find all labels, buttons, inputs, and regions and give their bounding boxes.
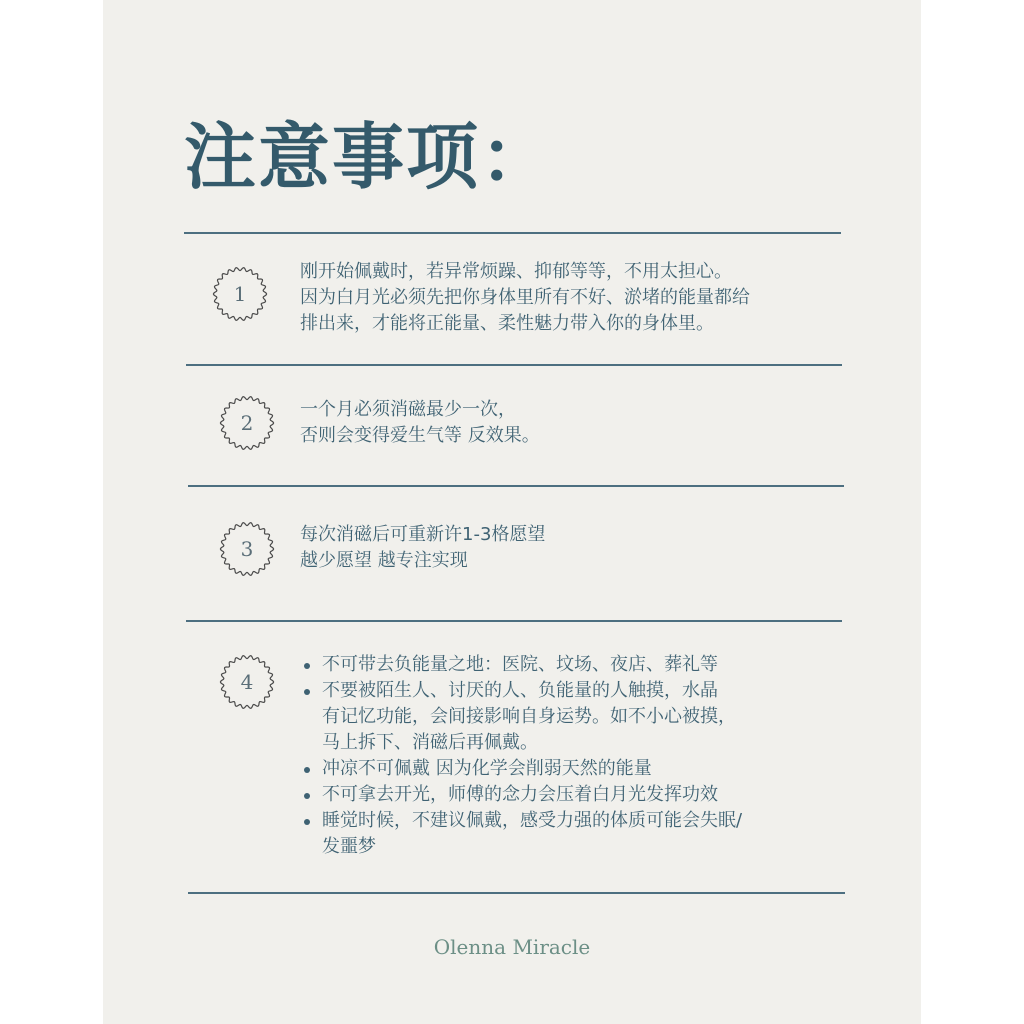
list-item: [300, 652, 742, 678]
number-label: 4: [240, 670, 254, 694]
text-line: 一个月必须消磁最少一次，: [300, 399, 516, 420]
list-item: [300, 808, 742, 860]
divider: [186, 620, 842, 622]
text-line: 刚开始佩戴时，若异常烦躁、抑郁等等，不用太担心。: [300, 261, 732, 282]
bullet-dot-icon: [304, 689, 310, 695]
text-line: 有记忆功能，会间接影响自身运势。如不小心被摸，: [322, 706, 736, 727]
text-line: 排出来，才能将正能量、柔性魅力带入你的身体里。: [300, 313, 714, 334]
item-1-text: [300, 259, 750, 337]
list-item: [300, 782, 742, 808]
item-4-bullet-list: [300, 652, 742, 860]
text-line: 不可拿去开光，师傅的念力会压着白月光发挥功效: [322, 784, 718, 805]
brand-name: Olenna Miracle: [433, 935, 591, 959]
item-2-text: [300, 397, 540, 449]
text-line: 越少愿望 越专注实现: [300, 550, 468, 571]
bullet-dot-icon: [304, 819, 310, 825]
text-line: 每次消磁后可重新许1-3格愿望: [300, 524, 546, 545]
divider: [184, 232, 841, 234]
item-3-text: [300, 522, 545, 574]
divider: [186, 364, 842, 366]
number-label: 2: [240, 411, 254, 435]
text-line: 马上拆下、消磁后再佩戴。: [322, 732, 538, 753]
number-badge-4: [218, 653, 276, 711]
text-line: 睡觉时候，不建议佩戴，感受力强的体质可能会失眠/: [322, 810, 743, 831]
divider: [188, 485, 844, 487]
number-badge-2: [218, 394, 276, 452]
text-line: 因为白月光必须先把你身体里所有不好、淤堵的能量都给: [300, 287, 750, 308]
list-item: [300, 678, 742, 756]
text-line: 发噩梦: [322, 836, 376, 857]
number-badge-1: [211, 265, 269, 323]
number-label: 3: [240, 537, 254, 561]
bullet-dot-icon: [304, 663, 310, 669]
number-badge-3: [218, 520, 276, 578]
bullet-dot-icon: [304, 767, 310, 773]
text-line: 冲凉不可佩戴 因为化学会削弱天然的能量: [322, 758, 652, 779]
text-line: 不可带去负能量之地：医院、坟场、夜店、葬礼等: [322, 654, 718, 675]
text-line: 否则会变得爱生气等 反效果。: [300, 425, 540, 446]
bullet-dot-icon: [304, 793, 310, 799]
list-item: [300, 756, 742, 782]
text-line: 不要被陌生人、讨厌的人、负能量的人触摸，水晶: [322, 680, 718, 701]
number-label: 1: [233, 282, 247, 306]
page-title: 注意事项：: [184, 114, 555, 199]
divider: [188, 892, 845, 894]
